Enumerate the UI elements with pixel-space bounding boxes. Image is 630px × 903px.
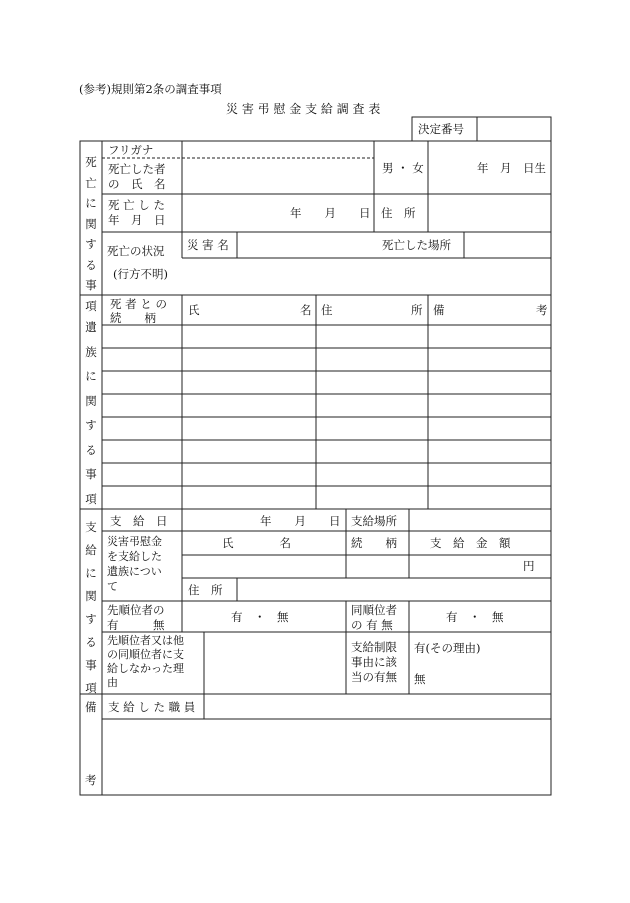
payment-place-label: 支給場所 — [351, 514, 397, 528]
deceased-name-label-2: の 氏 名 — [108, 177, 166, 191]
prior-rank-label-2: 有 無 — [107, 618, 165, 632]
form-title: 災 害 弔 慰 金 支 給 調 査 表 — [226, 102, 381, 116]
family-address-header-b: 所 — [411, 303, 423, 317]
recipient-name-field[interactable] — [184, 557, 344, 576]
deceased-address-field[interactable] — [430, 196, 549, 230]
relation-label-2: 続 柄 — [110, 311, 156, 325]
restriction-no-option[interactable]: 無 — [414, 672, 426, 686]
non-payment-reason-label-1: 先順位者又は他 — [107, 634, 184, 647]
death-place-field[interactable] — [466, 234, 549, 256]
restriction-label-2: 事由に該 — [351, 655, 397, 669]
recipient-address-label: 住 所 — [188, 583, 223, 597]
death-status-label: 死亡の状況 — [107, 244, 165, 258]
relation-label-1: 死 者 と の — [110, 297, 167, 311]
payment-date-value[interactable]: 年 月 日 — [260, 514, 341, 528]
recipient-address-field[interactable] — [239, 580, 549, 599]
recipient-label-2: を支給した — [107, 550, 162, 563]
furigana-label: フリガナ — [108, 143, 154, 157]
family-remarks-header-b: 考 — [536, 303, 548, 317]
disaster-name-label: 災 害 名 — [187, 238, 229, 252]
restriction-label-1: 支給制限 — [351, 640, 397, 654]
non-payment-reason-label-4: 由 — [107, 676, 118, 689]
death-date-value[interactable]: 年 月 日 — [290, 206, 371, 220]
decision-number-field[interactable] — [480, 123, 548, 137]
remarks-field[interactable] — [104, 721, 549, 793]
recipient-label-1: 災害弔慰金 — [107, 535, 162, 548]
disaster-name-field[interactable] — [239, 234, 372, 256]
payment-place-field[interactable] — [411, 511, 549, 529]
recipient-name-header: 氏 名 — [222, 536, 291, 550]
same-rank-label-2: の 有 無 — [351, 618, 393, 632]
payment-section-label: 支給に関する事項 — [85, 520, 97, 695]
family-section-label: 遺族に関する事項 — [85, 320, 97, 506]
non-payment-reason-label-2: の同順位者に支 — [107, 648, 184, 661]
restriction-label-3: 当の有無 — [351, 670, 397, 684]
non-payment-reason-label-3: 給しなかった理 — [107, 662, 184, 675]
family-name-header-a: 氏 — [188, 303, 200, 317]
remarks-side-label-top: 備 — [85, 700, 97, 714]
amount-yen: 円 — [523, 559, 535, 573]
death-place-label: 死亡した場所 — [382, 238, 451, 252]
death-date-label-2: 年 月 日 — [108, 213, 166, 227]
remarks-side-label-bottom: 考 — [85, 773, 97, 787]
non-payment-reason-field[interactable] — [206, 634, 344, 692]
death-status-sub: (行方不明) — [113, 267, 168, 281]
birth-date[interactable]: 年 月 日生 — [477, 161, 546, 175]
deceased-name-label-1: 死亡した者 — [108, 162, 166, 176]
recipient-label-3: 遺族につい — [107, 565, 162, 578]
prior-rank-label-1: 先順位者の — [107, 603, 165, 617]
same-rank-selector[interactable]: 有 ・ 無 — [446, 610, 504, 624]
recipient-label-4: て — [107, 580, 118, 593]
death-section-label: 死亡に関する事項 — [85, 155, 97, 313]
death-status-field[interactable] — [184, 260, 549, 293]
family-address-header-a: 住 — [321, 303, 333, 317]
death-date-label-1: 死 亡 し た — [108, 198, 165, 212]
staff-field[interactable] — [206, 696, 549, 717]
deceased-address-label: 住 所 — [381, 206, 416, 220]
deceased-name-field[interactable] — [184, 160, 372, 192]
restriction-yes-option[interactable]: 有(その理由) — [414, 641, 481, 655]
family-remarks-header-a: 備 — [433, 303, 445, 317]
decision-number-label: 決定番号 — [418, 122, 464, 136]
recipient-relation-header: 続 柄 — [351, 536, 397, 550]
reference-note: (参考)規則第2条の調査事項 — [79, 82, 222, 96]
furigana-field[interactable] — [184, 143, 372, 157]
family-name-header-b: 名 — [300, 303, 312, 317]
staff-label: 支 給 し た 職 員 — [108, 700, 196, 714]
amount-header: 支 給 金 額 — [430, 536, 511, 550]
recipient-relation-field[interactable] — [348, 557, 407, 576]
payment-date-label: 支 給 日 — [110, 514, 168, 528]
prior-rank-selector[interactable]: 有 ・ 無 — [231, 610, 289, 624]
sex-selector[interactable]: 男 ・ 女 — [382, 161, 424, 175]
same-rank-label-1: 同順位者 — [351, 603, 397, 617]
